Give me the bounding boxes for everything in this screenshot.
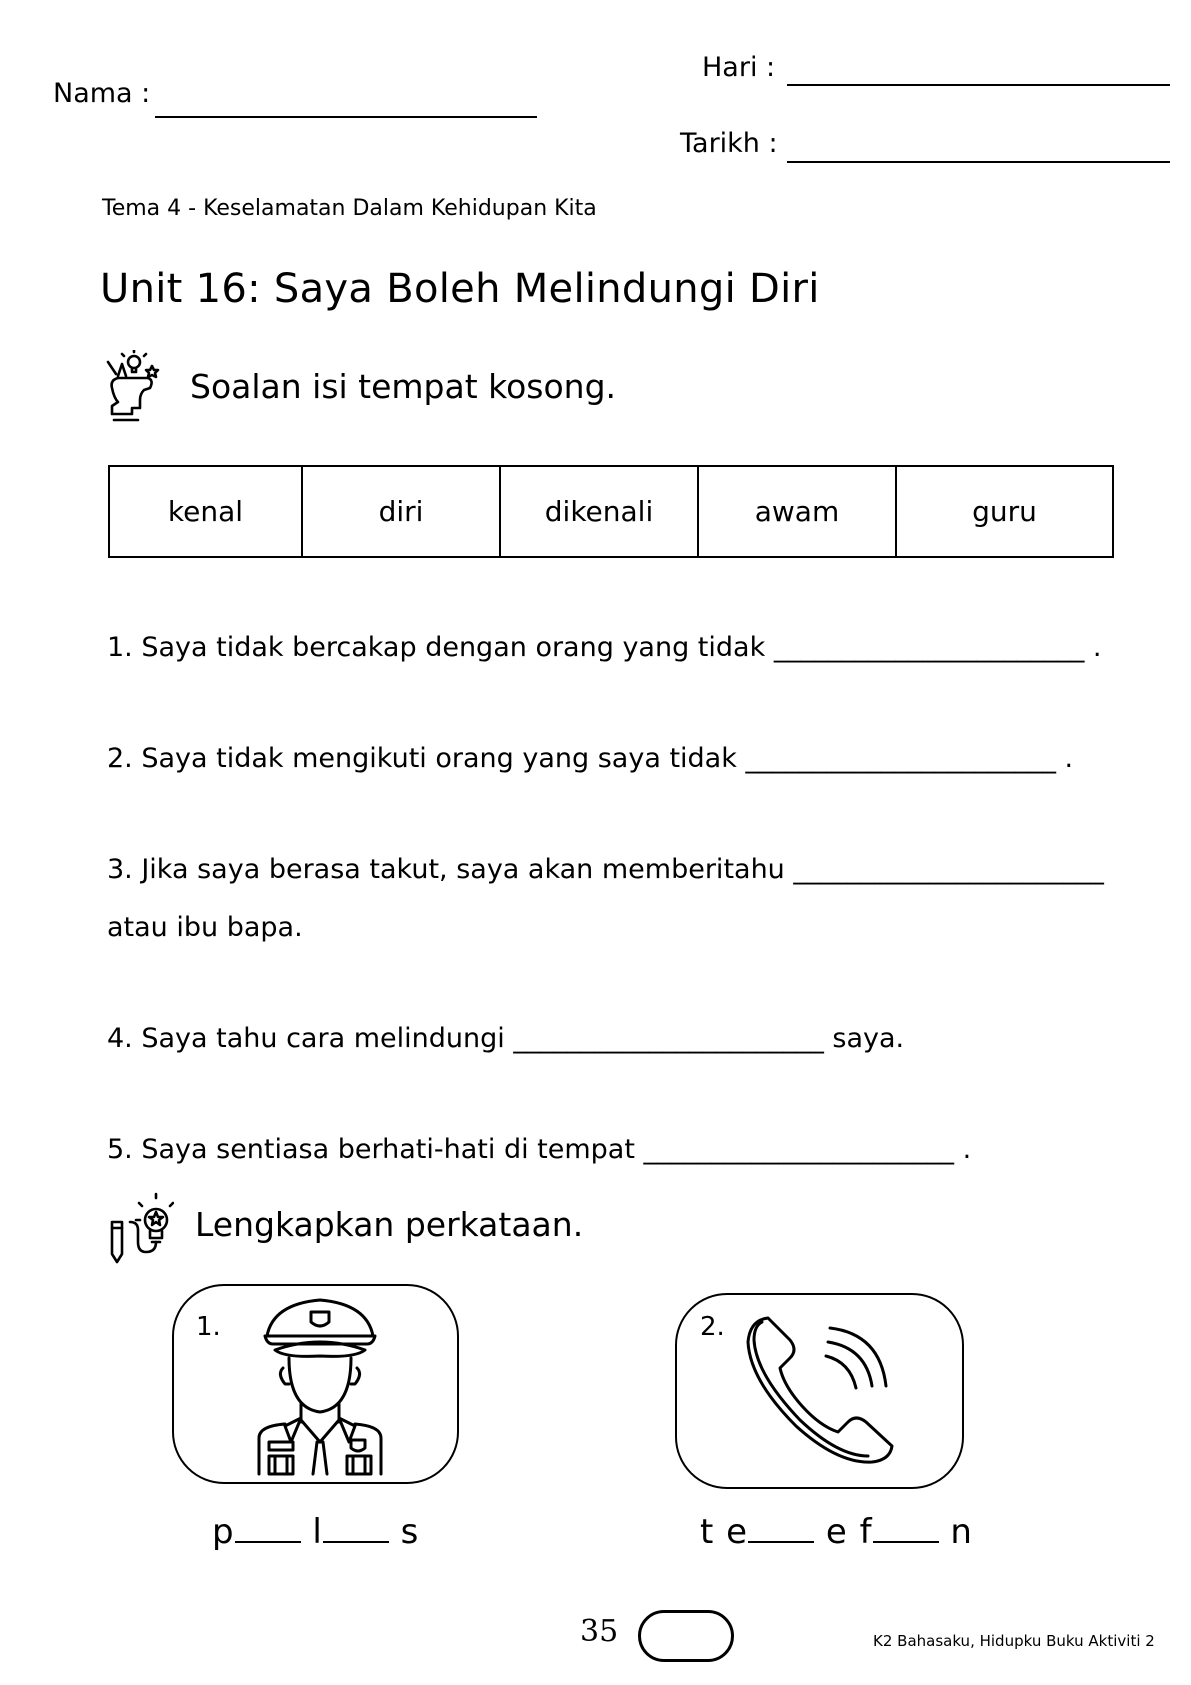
unit-title: Unit 16: Saya Boleh Melindungi Diri xyxy=(100,266,820,312)
answer-blank[interactable]: _______________________ xyxy=(513,1023,824,1054)
word-bank-cell: guru xyxy=(896,466,1113,557)
question-3-line2: atau ibu bapa. xyxy=(107,912,303,943)
word-bank-cell: dikenali xyxy=(500,466,698,557)
question-text: 3. Jika saya berasa takut, saya akan memberitahu xyxy=(107,854,785,885)
answer-blank[interactable]: _______________________ xyxy=(745,743,1056,774)
question-end: . xyxy=(962,1134,972,1165)
police-officer-icon xyxy=(245,1292,395,1476)
question-text: 5. Saya sentiasa berhati-hati di tempat xyxy=(107,1134,635,1165)
section1-instruction: Soalan isi tempat kosong. xyxy=(190,367,617,406)
hari-line[interactable] xyxy=(787,84,1170,86)
tarikh-label: Tarikh : xyxy=(680,128,778,159)
word-bank-cell: awam xyxy=(698,466,896,557)
tarikh-line[interactable] xyxy=(787,161,1170,163)
word-part: p xyxy=(212,1512,235,1552)
nama-line[interactable] xyxy=(155,116,537,118)
page-number-pill xyxy=(638,1610,734,1662)
word-bank-cell: diri xyxy=(302,466,500,557)
section2-instruction: Lengkapkan perkataan. xyxy=(195,1205,584,1244)
word-puzzle-1 xyxy=(212,1512,419,1552)
hari-label: Hari : xyxy=(702,52,776,83)
letter-blank[interactable] xyxy=(748,1541,814,1543)
question-end: . xyxy=(1092,632,1102,663)
nama-label: Nama : xyxy=(53,78,151,109)
word-puzzle-2 xyxy=(700,1512,973,1552)
question-text: 1. Saya tidak bercakap dengan orang yang tidak xyxy=(107,632,766,663)
word-part: l xyxy=(312,1512,323,1552)
word-bank-cell: kenal xyxy=(109,466,302,557)
head-lightbulb-icon xyxy=(104,350,166,424)
letter-blank[interactable] xyxy=(323,1541,389,1543)
letter-blank[interactable] xyxy=(235,1541,301,1543)
word-part: s xyxy=(400,1512,420,1552)
question-3 xyxy=(107,854,1104,885)
word-part: n xyxy=(950,1512,973,1552)
page-number: 35 xyxy=(580,1614,619,1649)
question-2 xyxy=(107,743,1073,774)
answer-blank[interactable]: _______________________ xyxy=(773,632,1085,663)
question-text: 4. Saya tahu cara melindungi xyxy=(107,1023,505,1054)
tema-subtitle: Tema 4 - Keselamatan Dalam Kehidupan Kita xyxy=(102,196,597,221)
question-1 xyxy=(107,632,1102,663)
pencil-lightbulb-icon xyxy=(104,1192,174,1264)
word-part: e f xyxy=(825,1512,873,1552)
question-end: . xyxy=(1064,743,1074,774)
question-end: saya. xyxy=(832,1023,905,1054)
letter-blank[interactable] xyxy=(873,1541,939,1543)
book-title: K2 Bahasaku, Hidupku Buku Aktiviti 2 xyxy=(873,1632,1155,1650)
card-number: 1. xyxy=(196,1312,221,1342)
question-5 xyxy=(107,1134,971,1165)
telephone-icon xyxy=(740,1310,915,1470)
question-4 xyxy=(107,1023,904,1054)
answer-blank[interactable]: _______________________ xyxy=(643,1134,955,1165)
word-bank-table xyxy=(108,465,1114,558)
question-text: 2. Saya tidak mengikuti orang yang saya tidak xyxy=(107,743,737,774)
card-number: 2. xyxy=(700,1312,725,1342)
word-part: t e xyxy=(700,1512,749,1552)
answer-blank[interactable]: _______________________ xyxy=(793,854,1104,885)
